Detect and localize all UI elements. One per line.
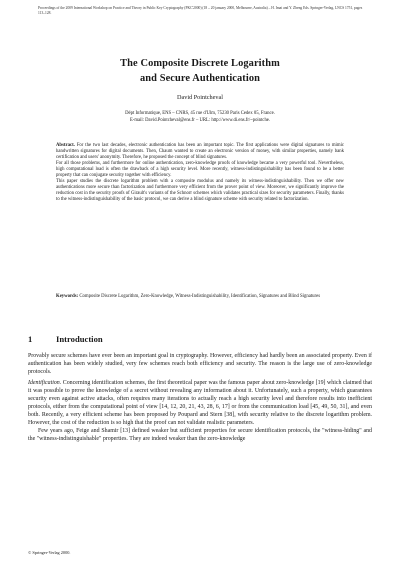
abstract-label: Abstract.: [56, 143, 75, 148]
body-paragraph: [28, 379, 372, 427]
section-title: Introduction: [56, 334, 103, 344]
paper-title: The Composite Discrete Logarithm and Secure Authentication: [120, 58, 280, 84]
proceedings-header: Proceedings of the 2009 International Workshop on Practice and Theory in Public Key Cryptography (PKC'2000) (18 – 20 january 2000, Melbourne, Australia) – H. Imai and Y. Zheng Eds. Springer-Verlag, LNCS 1751, pages 113–128.: [38, 6, 363, 15]
author-affiliation: [40, 110, 360, 124]
abstract-paragraph: For all those problems, and furthermore for online authentication, zero-knowledge proofs of knowledge became a very powerful tool. Nevertheless, high computational load is often the drawback of a high security level. More recently, witness-indistinguishability has been found to be a better property that can conjugate security together with efficiency.: [56, 161, 344, 179]
abstract-paragraph: [56, 143, 344, 161]
copyright-footer: © Springer-Verlag 2000.: [28, 550, 71, 555]
affiliation-contact: E-mail: David.Pointcheval@ens.fr – URL: http://www.di.ens.fr/~pointche.: [129, 118, 271, 123]
body-paragraph: Provably secure schemes have ever been an important goal in cryptography. However, efficiency had hardly been an associated property. Even if authentication has been widely studied, very few schemes reach both efficiency and security. The reason is the large use of zero-knowledge protocols.: [28, 353, 372, 375]
body-paragraph: Few years ago, Feige and Shamir [13] defined weaker but sufficient properties for secure identification protocols, the "witness-hiding" and the "witness-indistinguishable" properties. They are indeed weaker than the zero-knowledge: [28, 428, 372, 442]
affiliation-address: Dépt Informatique, ENS – CNRS, 45 rue d'Ulm, 75230 Paris Cedex 05, France.: [125, 111, 275, 116]
keywords: [56, 294, 344, 300]
section-number: 1: [28, 334, 33, 344]
keywords-label: Keywords:: [56, 294, 79, 299]
identification-text: Concerning identification schemes, the first theoretical paper was the famous paper about zero-knowledge [19] which claimed that it was possible to prove the knowledge of a secret without revealing any information about it. Unfortunately, such a property, which guarantees security even against active attacks, often requires many iterations to actually reach a high security level and therefore results into inefficient protocols, either from the computational point of view [14, 12, 20, 21, 43, 28, 6, 17] or from the communication load [45, 49, 50, 31], and even both. Recently, a very efficient scheme has been proposed by Poupard and Stern [38], with security relative to the discrete logarithm problem. However, the cost of the reduction is so high that the proof can not validate realistic parameters.: [28, 380, 372, 426]
identification-label: Identification.: [28, 380, 62, 386]
keywords-text: Composite Discrete Logarithm, Zero-Knowledge, Witness-Indistinguishability, Identification, Signatures and Blind Signatures: [79, 294, 321, 299]
abstract: [56, 143, 344, 203]
author-name: David Pointcheval: [177, 94, 223, 101]
section-heading: [28, 334, 372, 345]
abstract-paragraph: This paper studies the discrete logarithm problem with a composite modulus and namely its witness-indistinguishability. Then we offer new authentications more secure than factorization and furthermore very efficient from the prover point of view. Moreover, we significantly improve the reduction cost in the security proofs of Girault's variants of the Schnorr schemes which validates practical sizes for security parameters. Finally, thanks to the witness-indistinguishability of the basic protocol, we can derive a blind signature scheme with security related to factorization.: [56, 179, 344, 203]
body-text: [28, 352, 372, 443]
abstract-text-1: For the two last decades, electronic authentication has been an important topic. The first applications were digital signatures to mimic handwritten signatures for digital documents. Then, Chaum wanted to create an electronic version of money, with similar properties, namely bank certification and users' anonymity. Therefore, he proposed the concept of blind signatures.: [56, 143, 345, 161]
